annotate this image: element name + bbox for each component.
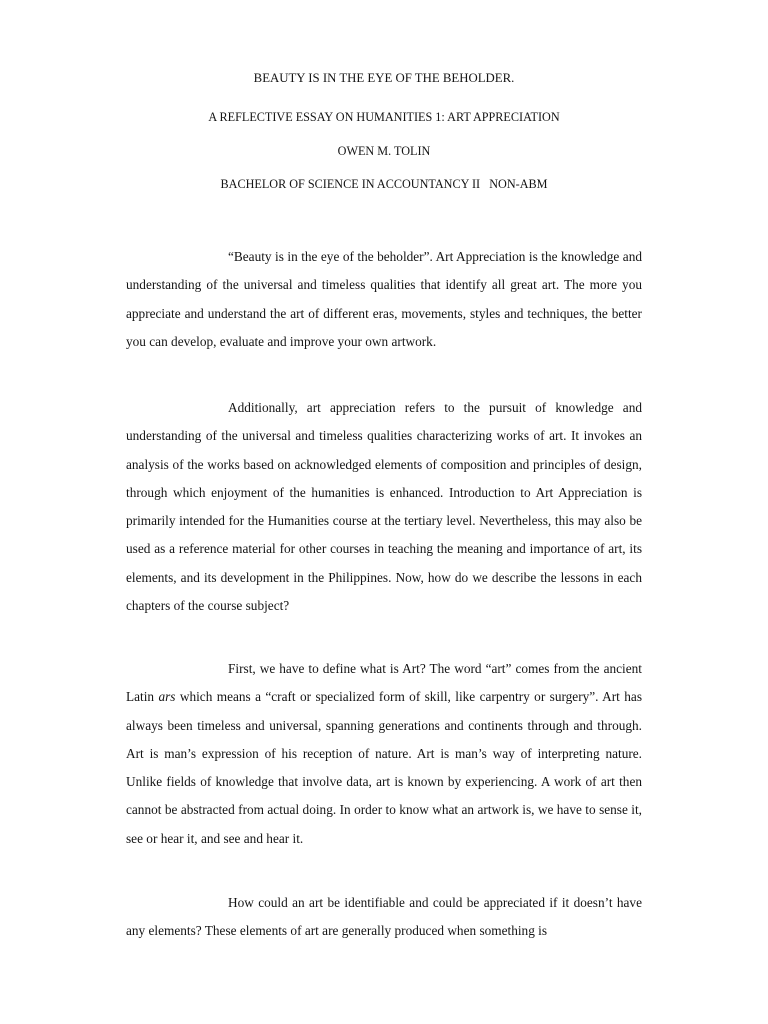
- essay-title: BEAUTY IS IN THE EYE OF THE BEHOLDER.: [253, 71, 515, 85]
- author-name: OWEN M. TOLIN: [337, 144, 431, 158]
- paragraph-3: [126, 655, 642, 853]
- paragraph-1: “Beauty is in the eye of the beholder”. Art Appreciation is the knowledge and understanding of the universal and timeless qualities that identify all great art. The more you appreciate and understand the art of different eras, movements, styles and techniques, the better you can develop, evaluate and improve your own artwork.: [126, 249, 642, 349]
- paragraph-3-text-before: First, we have to define what is Art? The word “art” comes from the ancient Latin: [126, 661, 642, 705]
- paragraph-3-text-after: which means a “craft or specialized form of skill, like carpentry or surgery”. Art has always been timeless and universal, spanning generations and continents through and through. Art is man’s expression of his reception of nature. Art is man’s way of interpreting nature. Unlike fields of knowledge that involve data, art is known by experiencing. A work of art then cannot be abstracted from actual doing. In order to know what an artwork is, we have to sense it, see or hear it, and see and hear it.: [126, 689, 642, 846]
- paragraph-4: How could an art be identifiable and could be appreciated if it doesn’t have any elements? These elements of art are generally produced when something is: [126, 895, 642, 939]
- author-program: BACHELOR OF SCIENCE IN ACCOUNTANCY II NON-ABM: [220, 177, 548, 191]
- essay-subtitle: A REFLECTIVE ESSAY ON HUMANITIES 1: ART APPRECIATION: [208, 110, 560, 124]
- paragraph-2: Additionally, art appreciation refers to the pursuit of knowledge and understanding of the universal and timeless qualities characterizing works of art. It invokes an analysis of the works based on acknowledged elements of composition and principles of design, through which enjoyment of the humanities is enhanced. Introduction to Art Appreciation is primarily intended for the Humanities course at the tertiary level. Nevertheless, this may also be used as a reference material for other courses in teaching the meaning and importance of art, its elements, and its development in the Philippines. Now, how do we describe the lessons in each chapters of the course subject?: [126, 400, 642, 614]
- latin-term-ars: ars: [158, 689, 176, 705]
